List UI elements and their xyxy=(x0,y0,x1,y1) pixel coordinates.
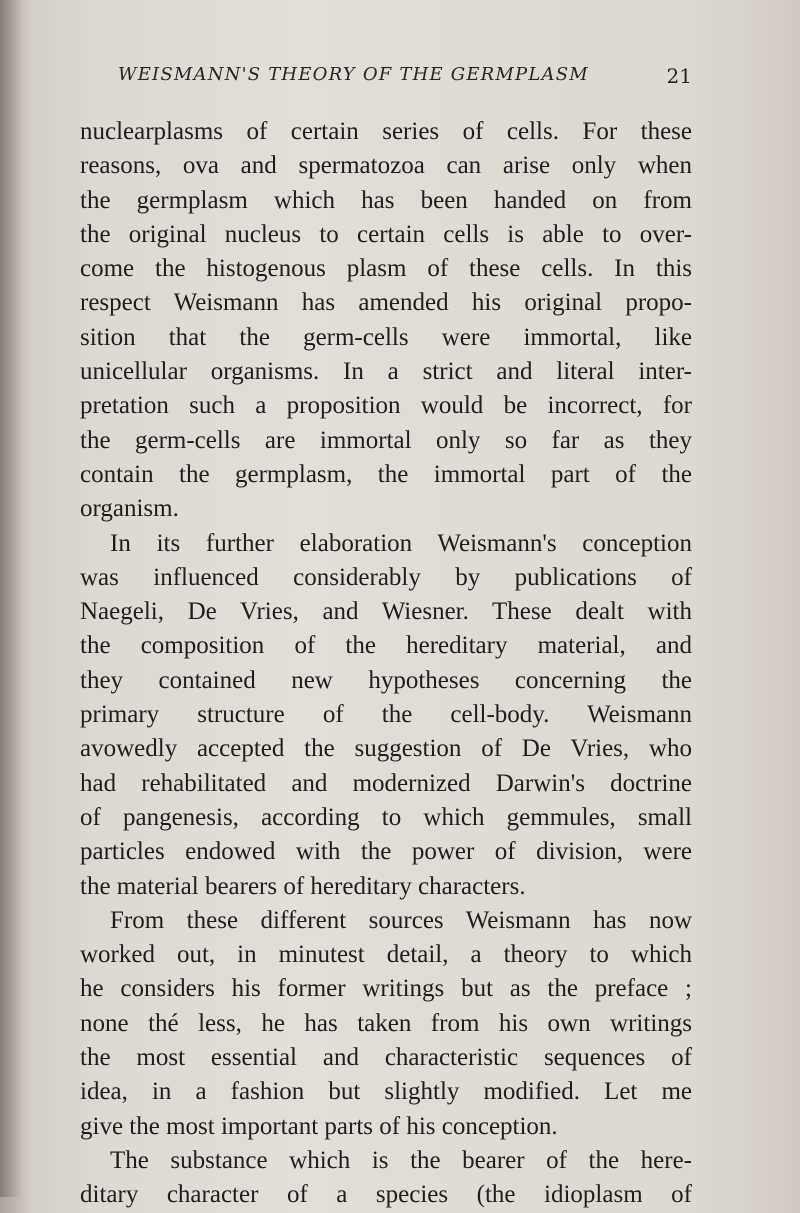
text-line: of pangenesis, according to which gemmules, small xyxy=(80,803,692,831)
text-line: nuclearplasms of certain series of cells. For these xyxy=(80,118,692,145)
text-line: the most essential and characteristic sequences of xyxy=(80,1044,692,1072)
text-line: particles endowed with the power of division, were xyxy=(80,838,692,866)
text-line: they contained new hypotheses concerning the xyxy=(80,666,692,694)
text-line: idea, in a fashion but slightly modified. Let me xyxy=(80,1078,692,1106)
text-line: unicellular organisms. In a strict and literal inter- xyxy=(80,358,692,386)
text-line: Naegeli, De Vries, and Wiesner. These dealt with xyxy=(80,598,692,626)
running-title: WEISMANN'S THEORY OF THE GERMPLASM xyxy=(118,64,589,85)
text-line: come the histogenous plasm of these cells. In this xyxy=(80,255,692,283)
text-line: had rehabilitated and modernized Darwin's doctrine xyxy=(80,769,692,797)
text-line: sition that the germ-cells were immortal, like xyxy=(80,323,692,351)
text-line: respect Weismann has amended his original propo- xyxy=(80,289,692,317)
paragraph-start-line: In its further elaboration Weismann's conception xyxy=(110,529,692,557)
text-line: reasons, ova and spermatozoa can arise only when xyxy=(80,152,692,180)
page-number: 21 xyxy=(666,64,692,88)
text-line: primary structure of the cell-body. Weismann xyxy=(80,701,692,729)
text-line: the material bearers of hereditary characters. xyxy=(80,872,526,900)
text-line: none thé less, he has taken from his own writings xyxy=(80,1009,692,1037)
body-text xyxy=(80,115,692,1213)
paragraph-start-line: The substance which is the bearer of the here- xyxy=(110,1146,692,1174)
running-head xyxy=(118,64,692,94)
text-line: give the most important parts of his conception. xyxy=(80,1112,558,1140)
text-line: contain the germplasm, the immortal part of the xyxy=(80,460,692,488)
paragraph-start-line: From these different sources Weismann has now xyxy=(110,906,692,934)
text-line: was influenced considerably by publications of xyxy=(80,563,692,591)
text-line: ditary character of a species (the idioplasm of xyxy=(80,1181,692,1209)
text-line: the germ-cells are immortal only so far as they xyxy=(80,426,692,454)
text-line: organism. xyxy=(80,495,179,523)
text-line: he considers his former writings but as the preface ; xyxy=(80,975,692,1003)
text-line: worked out, in minutest detail, a theory to which xyxy=(80,941,692,969)
text-line: avowedly accepted the suggestion of De Vries, who xyxy=(80,735,692,763)
text-line: the original nucleus to certain cells is able to over- xyxy=(80,220,692,248)
text-line: pretation such a proposition would be incorrect, for xyxy=(80,392,692,420)
text-line: the composition of the hereditary material, and xyxy=(80,632,692,660)
text-line: the germplasm which has been handed on from xyxy=(80,186,692,214)
